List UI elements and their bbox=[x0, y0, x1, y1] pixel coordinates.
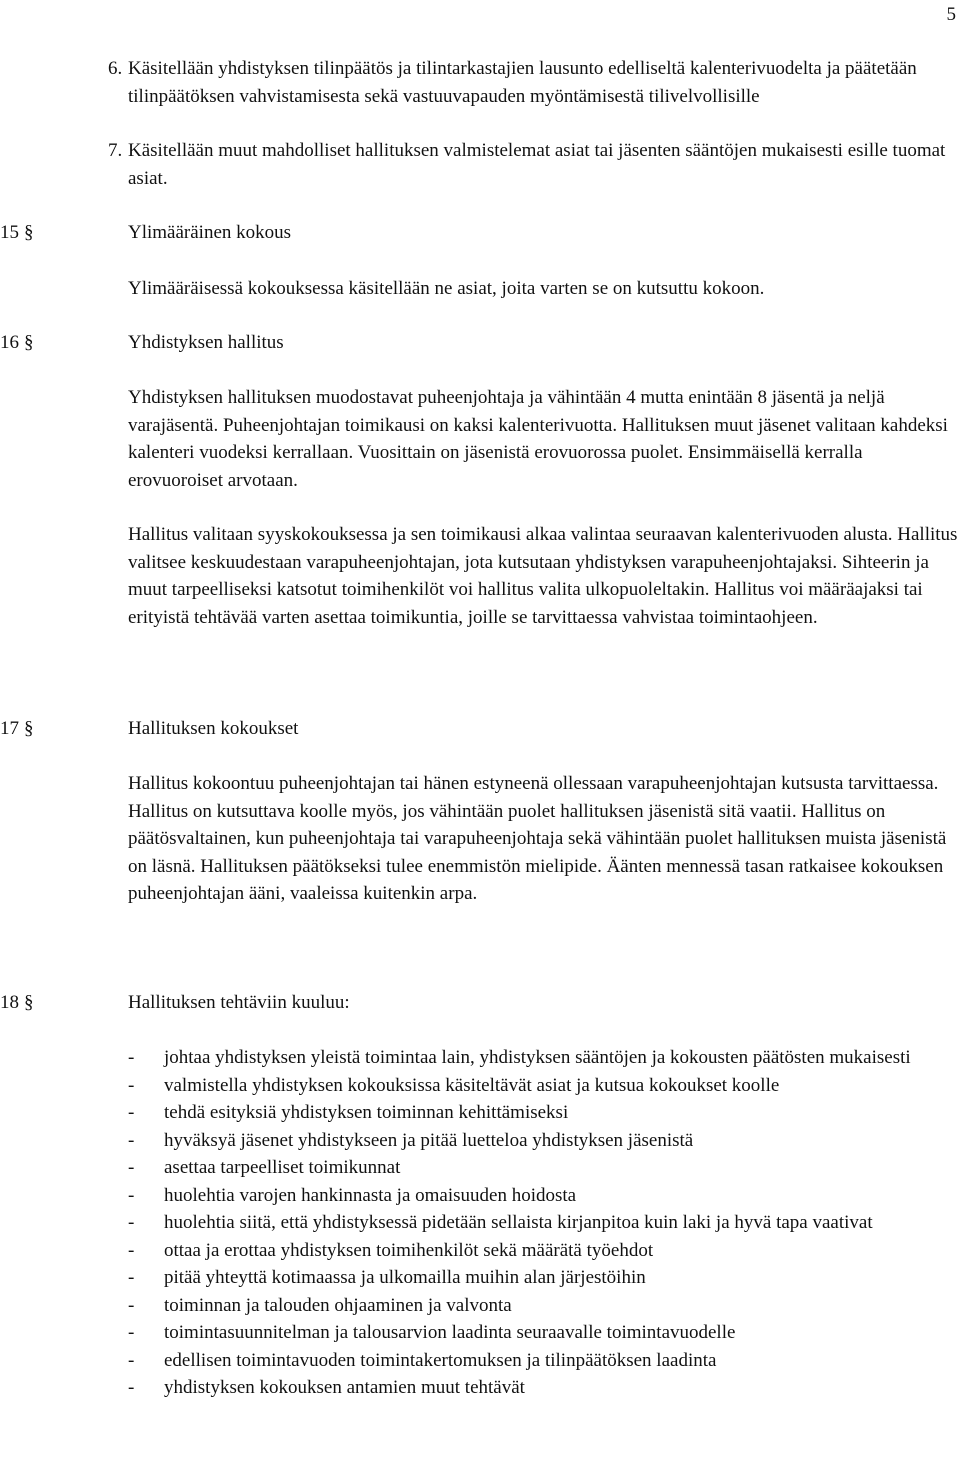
list-dash: - bbox=[128, 1239, 135, 1261]
section-15-heading bbox=[0, 219, 960, 247]
list-dash: - bbox=[128, 1102, 135, 1123]
list-item-text: johtaa yhdistyksen yleistä toimintaa lain, yhdistyksen sääntöjen ja kokousten päätösten mukaisesti bbox=[164, 1047, 911, 1068]
section-16-paragraph-2: Hallitus valitaan syyskokouksessa ja sen toimikausi alkaa valintaa seuraavan kalenterivuoden alusta. Hallitus valitsee keskuudestaan varapuheenjohtajan, jota kutsutaan yhdistyksen varapuheenjohtajaksi. Sihteerin ja muut tarpeelliseksi katsotut toimihenkilöt voi hallitus valita ulkopuoleltakin. Hallitus voi määräajaksi tai erityistä tehtävää varten asettaa toimikuntia, joille se tarvittaessa vahvistaa toimintaohjeen. bbox=[128, 524, 958, 628]
section-sign-icon: § bbox=[24, 332, 34, 353]
list-item-text: hyväksyä jäsenet yhdistykseen ja pitää luetteloa yhdistyksen jäsenistä bbox=[164, 1129, 694, 1151]
list-dash: - bbox=[128, 1074, 135, 1096]
section-sign-icon: § bbox=[24, 222, 34, 243]
section-17-heading bbox=[0, 715, 960, 743]
list-item bbox=[128, 1264, 958, 1292]
list-item-text: valmistella yhdistyksen kokouksissa käsiteltävät asiat ja kutsua kokoukset koolle bbox=[164, 1074, 780, 1096]
list-item-text: asettaa tarpeelliset toimikunnat bbox=[164, 1157, 401, 1178]
section-sign-icon: § bbox=[24, 992, 34, 1013]
list-item-text: toimintasuunnitelman ja talousarvion laadinta seuraavalle toimintavuodelle bbox=[164, 1322, 736, 1343]
list-item bbox=[128, 1182, 958, 1210]
section-title: Hallituksen kokoukset bbox=[128, 718, 299, 739]
section-sign-icon: § bbox=[24, 718, 34, 739]
list-dash: - bbox=[128, 1157, 135, 1178]
section-number: 15 bbox=[0, 222, 19, 243]
list-item bbox=[128, 1044, 958, 1072]
list-item bbox=[128, 1347, 958, 1375]
agenda-item-6 bbox=[108, 55, 958, 110]
section-17-paragraph: Hallitus kokoontuu puheenjohtajan tai hänen estyneenä ollessaan varapuheenjohtajan kutsusta tarvittaessa. Hallitus on kutsuttava koolle myös, jos vähintään puolet hallituksen jäsenistä sitä vaatii. Hallitus on päätösvaltainen, kun puheenjohtaja tai varapuheenjohtaja sekä vähintään puolet hallituksen muista jäsenistä on läsnä. Hallituksen päätökseksi tulee enemmistön mielipide. Äänten mennessä tasan ratkaisee kokouksen puheenjohtajan ääni, vaaleissa kuitenkin arpa. bbox=[128, 773, 947, 904]
section-number: 16 bbox=[0, 332, 19, 353]
duties-list bbox=[128, 1044, 958, 1402]
section-16-heading bbox=[0, 329, 960, 357]
agenda-item-text: Käsitellään yhdistyksen tilinpäätös ja tilintarkastajien lausunto edelliseltä kalenterivuodelta ja päätetään tilinpäätöksen vahvistamisesta sekä vastuuvapauden myöntämisestä tilivelvollisille bbox=[128, 58, 917, 107]
list-item-text: huolehtia siitä, että yhdistyksessä pidetään sellaista kirjanpitoa kuin laki ja hyvä tapa vaativat bbox=[164, 1212, 873, 1233]
list-item-text: yhdistyksen kokouksen antamien muut tehtävät bbox=[164, 1377, 525, 1398]
list-item bbox=[128, 1127, 958, 1155]
list-item bbox=[128, 1072, 958, 1100]
agenda-item-number: 6. bbox=[108, 58, 123, 79]
section-number: 18 bbox=[0, 992, 19, 1013]
list-dash: - bbox=[128, 1294, 135, 1316]
agenda-item-7 bbox=[108, 137, 958, 192]
section-16-paragraph-1: Yhdistyksen hallituksen muodostavat puheenjohtaja ja vähintään 4 mutta enintään 8 jäsentä ja neljä varajäsentä. Puheenjohtajan toimikausi on kaksi kalenterivuotta. Hallituksen muut jäsenet valitaan kahdeksi kalenteri vuodeksi kerrallaan. Vuosittain on jäsenistä erovuorossa puolet. Ensimmäisellä kerralla erovuoroiset arvotaan. bbox=[128, 387, 948, 491]
list-dash: - bbox=[128, 1212, 135, 1233]
agenda-item-number: 7. bbox=[108, 140, 123, 161]
list-dash: - bbox=[128, 1377, 135, 1398]
list-item bbox=[128, 1374, 958, 1402]
list-dash: - bbox=[128, 1129, 135, 1151]
section-title: Ylimääräinen kokous bbox=[128, 222, 292, 243]
list-dash: - bbox=[128, 1184, 135, 1206]
list-dash: - bbox=[128, 1047, 135, 1068]
section-number: 17 bbox=[0, 718, 19, 739]
list-dash: - bbox=[128, 1349, 135, 1371]
list-item-text: toiminnan ja talouden ohjaaminen ja valvonta bbox=[164, 1294, 512, 1316]
list-item-text: edellisen toimintavuoden toimintakertomuksen ja tilinpäätöksen laadinta bbox=[164, 1349, 717, 1371]
agenda-item-text: Käsitellään muut mahdolliset hallituksen valmistelemat asiat tai jäsenten sääntöjen mukaisesti esille tuomat asiat. bbox=[128, 140, 946, 189]
list-item bbox=[128, 1237, 958, 1265]
list-item bbox=[128, 1292, 958, 1320]
section-15-paragraph: Ylimääräisessä kokouksessa käsitellään ne asiat, joita varten se on kutsuttu kokoon. bbox=[128, 278, 765, 299]
list-dash: - bbox=[128, 1267, 135, 1288]
list-item bbox=[128, 1099, 958, 1127]
list-item-text: ottaa ja erottaa yhdistyksen toimihenkilöt sekä määrätä työehdot bbox=[164, 1239, 654, 1261]
section-title: Hallituksen tehtäviin kuuluu: bbox=[128, 992, 350, 1013]
section-title: Yhdistyksen hallitus bbox=[128, 332, 284, 353]
list-dash: - bbox=[128, 1322, 135, 1343]
list-item bbox=[128, 1319, 958, 1347]
list-item bbox=[128, 1209, 958, 1237]
list-item-text: pitää yhteyttä kotimaassa ja ulkomailla muihin alan järjestöihin bbox=[164, 1267, 646, 1288]
page-number: 5 bbox=[946, 4, 956, 25]
list-item-text: huolehtia varojen hankinnasta ja omaisuuden hoidosta bbox=[164, 1184, 577, 1206]
list-item bbox=[128, 1154, 958, 1182]
section-18-heading bbox=[0, 989, 960, 1017]
list-item-text: tehdä esityksiä yhdistyksen toiminnan kehittämiseksi bbox=[164, 1102, 569, 1123]
